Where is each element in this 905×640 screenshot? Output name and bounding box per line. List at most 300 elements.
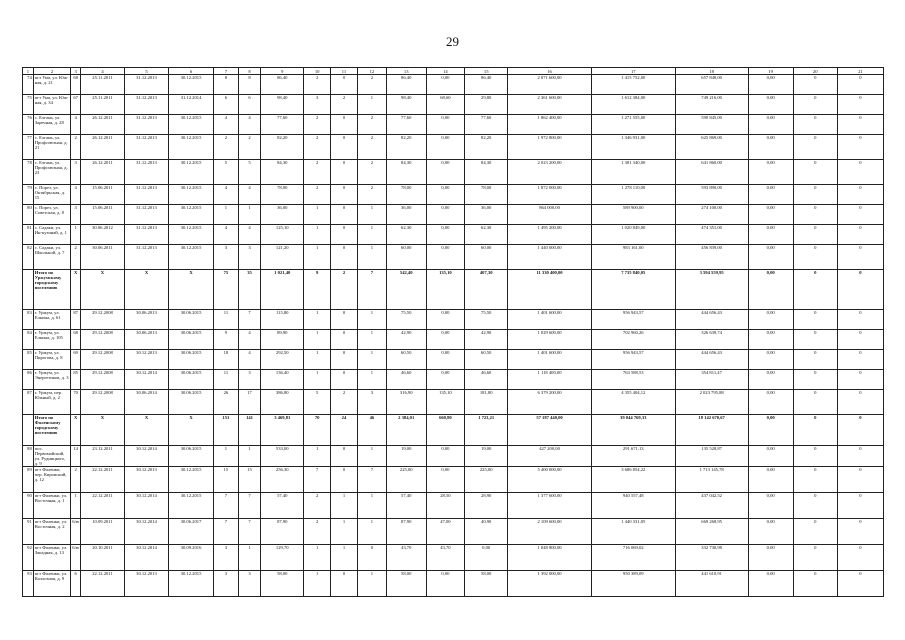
table-cell: 25.11.2011 [80,95,124,115]
table-cell: 2 [331,95,358,115]
table-cell: 2 [357,115,386,135]
table-cell: 0,00 [426,310,465,330]
table-cell: 0 [837,446,883,467]
table-cell: 98,40 [261,95,304,115]
table-cell: 0,00 [748,75,793,95]
table-row [23,330,884,350]
table-cell: 444 656,43 [675,310,748,330]
table-cell: 17 [238,390,261,415]
table-row [23,205,884,225]
table-cell: 3 [71,205,81,225]
table-cell: 593 890,00 [675,185,748,205]
table-cell: 0,00 [748,225,793,245]
header-cell: 3 [71,68,81,75]
table-cell: 225,00 [465,467,508,493]
table-cell: 87,90 [386,519,426,545]
table-cell: 8 [214,75,239,95]
table-cell: 6/ю [71,519,81,545]
table-row [23,185,884,205]
table-cell: 0,00 [748,415,793,446]
table-cell: 864 000,00 [508,205,592,225]
table-cell: 84,30 [465,160,508,185]
address-cell: с. Елгань, ул. Заречная, д. 28 [33,115,71,135]
table-cell: 0 [837,115,883,135]
table-cell: 0,00 [426,571,465,597]
table-cell: 2 361 600,00 [508,95,592,115]
table-cell: 1 972 800,00 [508,135,592,160]
table-row [23,493,884,519]
table-row [23,160,884,185]
table-cell: 31.12.2013 [124,75,168,95]
table-cell: 70 [304,415,331,446]
table-cell: 75,50 [386,310,426,330]
table-cell: 1 862 400,00 [508,115,592,135]
table-cell: 58,00 [465,571,508,597]
table-cell: 88 [23,446,34,467]
header-cell: 14 [426,68,465,75]
table-cell: 43,70 [386,545,426,571]
address-cell: Итого по Фаленскому городскому поселению [33,415,71,446]
table-cell: 30.12.2015 [168,225,213,245]
table-cell: 256,30 [261,467,304,493]
table-cell: 2 071 600,00 [508,75,592,95]
header-cell: 8 [238,68,261,75]
table-cell: 1 [357,95,386,115]
table-cell: X [80,415,124,446]
header-cell: 21 [837,68,883,75]
table-cell: 0,00 [748,571,793,597]
table-cell: 69 [71,350,81,370]
table-cell: 0 [793,446,837,467]
table-cell: 11 [214,370,239,390]
table-cell: 0 [793,571,837,597]
table-cell: 30.12.2015 [168,205,213,225]
table-cell: 0 [331,135,358,160]
table-cell: 0,00 [426,160,465,185]
table-cell: 0,00 [426,205,465,225]
table-cell: 0 [793,135,837,160]
address-cell: с. Порез, ул. Советская, д. 8 [33,205,71,225]
table-cell: 30.06.2015 [168,446,213,467]
table-cell: 30.12.2013 [124,350,168,370]
table-cell: 14 [71,446,81,467]
table-cell: 2 [357,160,386,185]
table-cell: 1 [238,545,261,571]
table-cell: 0 [331,310,358,330]
table-cell: 0 [331,350,358,370]
table-cell: 35 [238,270,261,310]
table-cell: 3 [71,160,81,185]
table-cell: 0,00 [748,330,793,350]
table-cell: 1 021,40 [261,270,304,310]
table-cell: 2 [304,160,331,185]
table-cell: 2 [214,135,239,160]
table-cell: 68 [71,75,81,95]
table-cell: 77 [23,135,34,160]
address-cell: г. Уржум, ул. Елкина, д. 61 [33,310,71,330]
table-cell: 3 [304,95,331,115]
table-cell: 0 [331,205,358,225]
table-cell: 84,30 [386,160,426,185]
table-cell: 0 [793,225,837,245]
table-cell: 78 [23,160,34,185]
table-cell: 77,60 [386,115,426,135]
table-cell: 29.12.2008 [80,350,124,370]
table-cell: 1 [357,493,386,519]
table-cell: 26 [214,390,239,415]
table-cell: 660,80 [426,415,465,446]
table-cell: 74 [23,75,34,95]
table-cell: 1 [357,519,386,545]
table-cell: 15 [238,467,261,493]
table-cell: 3 [238,245,261,270]
table-cell: 5 400 000,00 [508,467,592,493]
table-cell: 98,40 [386,95,426,115]
table-cell: 47,00 [426,519,465,545]
table-cell: 22.12.2011 [80,571,124,597]
table-cell: 0,00 [748,370,793,390]
table-cell: 0 [331,467,358,493]
table-cell: 3 469,81 [261,415,304,446]
table-cell: 2 [357,185,386,205]
table-cell: 1 [357,245,386,270]
table-row [23,95,884,115]
table-cell: 136,40 [261,370,304,390]
table-cell: 15 [214,467,239,493]
table-row [23,390,884,415]
table-cell: 0 [837,493,883,519]
table-cell: 0 [837,185,883,205]
table-cell: 2 [71,245,81,270]
table-cell: 1 [357,571,386,597]
table-cell: 135,10 [426,270,465,310]
table-cell: 84 [23,330,34,350]
table-cell: 456 839,00 [675,245,748,270]
table-cell: 26.12.2011 [80,115,124,135]
table-cell: 36,00 [386,205,426,225]
table-cell: 0,00 [426,467,465,493]
page-number: 29 [446,34,459,49]
table-cell: 18 142 670,67 [675,415,748,446]
table-cell: 749 216,00 [675,95,748,115]
table-cell: 983 161,00 [591,245,675,270]
table-cell: 30.06.2013 [124,330,168,350]
table-cell: 0 [837,545,883,571]
table-cell: 0 [837,205,883,225]
table-cell: 1 440 331,05 [591,519,675,545]
table-cell: 7 [238,519,261,545]
table-cell: 30.12.2015 [168,160,213,185]
table-cell: 31.12.2013 [124,185,168,205]
table-cell: 60,50 [386,350,426,370]
table-cell: 0 [837,467,883,493]
table-cell: 91 [23,519,34,545]
table-cell: 0,00 [748,390,793,415]
table-cell: 1 [238,205,261,225]
table-cell: 20.10.2011 [80,545,124,571]
table-cell: 125,10 [261,225,304,245]
table-cell: 1 415 752,00 [591,75,675,95]
table-cell: 2 [331,390,358,415]
table-cell: 40,90 [465,519,508,545]
table-cell: 78,00 [261,185,304,205]
table-cell: 7 [214,493,239,519]
table-cell: 3 [214,545,239,571]
table-cell: 3 [238,370,261,390]
table-cell: 46 [357,415,386,446]
table-cell: 6 379 200,00 [508,390,592,415]
table-cell: 1 [357,225,386,245]
table-cell: 78,00 [465,185,508,205]
table-cell: 1 [304,205,331,225]
table-cell: 30.12.2015 [168,185,213,205]
table-cell: 0 [793,310,837,330]
table-cell: 89,90 [261,330,304,350]
address-cell: пгт Фаленки, ул. Восточная, д. 1 [33,493,71,519]
table-cell: 0,00 [748,493,793,519]
table-cell: 90 [23,493,34,519]
table-cell: 26.12.2011 [80,160,124,185]
table-cell: 0 [837,270,883,310]
table-cell: 0 [837,519,883,545]
header-cell: 16 [508,68,592,75]
table-cell: 1 [304,571,331,597]
table-cell: 30.12.2013 [124,467,168,493]
table-cell: 129,70 [261,545,304,571]
table-cell: 1 495 200,00 [508,225,592,245]
table-cell: 6 [214,95,239,115]
table-cell: 42,90 [465,330,508,350]
header-cell: 10 [304,68,331,75]
table-cell: 30.12.2015 [168,467,213,493]
table-cell: 39 044 769,33 [591,415,675,446]
table-cell: 8 [238,75,261,95]
total-row [23,270,884,310]
table-cell: 0 [357,545,386,571]
table-cell: 86,40 [465,75,508,95]
table-cell: 30.12.2015 [168,571,213,597]
table-cell: 0 [837,390,883,415]
table-cell: 3 [214,571,239,597]
table-cell: 2 [304,135,331,160]
table-cell: 0 [793,330,837,350]
table-cell: 1 048 800,00 [508,545,592,571]
table-cell: 92 [23,545,34,571]
table-cell: 36,00 [465,205,508,225]
table-cell: 26.12.2011 [80,135,124,160]
table-cell: 87 [71,310,81,330]
table-cell: 0,00 [748,95,793,115]
header-cell: 13 [386,68,426,75]
table-cell: 30.06.2017 [168,519,213,545]
table-cell: 0 [793,245,837,270]
header-cell: 18 [675,68,748,75]
table-cell: 115,80 [261,310,304,330]
table-cell: 57,40 [386,493,426,519]
table-cell: 1 020 849,00 [591,225,675,245]
table-cell: 1 [357,370,386,390]
table-cell: 0 [793,160,837,185]
table-cell: 0 [331,115,358,135]
table-cell: 76 [23,115,34,135]
table-row [23,370,884,390]
table-row [23,245,884,270]
table-cell: 28,50 [426,493,465,519]
table-cell: 0 [793,415,837,446]
address-cell: пгт Уни, ул. Юж-ная, д. 34 [33,95,71,115]
table-cell: 2 [357,135,386,160]
table-cell: 1 [304,225,331,245]
table-cell: 93 [23,571,34,597]
header-cell: 6 [168,68,213,75]
table-cell: 1 612 384,00 [591,95,675,115]
table-cell: 30.06.2015 [168,310,213,330]
table-cell: 6/ю [71,545,81,571]
table-cell: 121,20 [261,245,304,270]
table-cell: 0 [331,185,358,205]
table-row [23,571,884,597]
table-cell: 78,00 [386,185,426,205]
table-cell: 533,00 [261,446,304,467]
table-cell: 0,00 [426,350,465,370]
table-cell: 43,70 [426,545,465,571]
table-cell: 0,00 [748,519,793,545]
table-cell: 2 [304,493,331,519]
header-cell: 5 [124,68,168,75]
table-cell: 0 [837,245,883,270]
table-cell: 2 [71,135,81,160]
address-cell: г. Уржум, пер. Южный, д. 2 [33,390,71,415]
table-cell: 70 [71,390,81,415]
table-cell: 7 [304,467,331,493]
table-cell: 31.12.2013 [124,135,168,160]
table-cell: 2 109 600,00 [508,519,592,545]
table-cell: 1 [357,310,386,330]
table-row [23,545,884,571]
table-cell: 7 [357,467,386,493]
table-cell: 30.12.2015 [168,135,213,160]
table-cell: 956 943,57 [591,310,675,330]
table-cell: 1 [357,350,386,370]
table-cell: 22.12.2011 [80,467,124,493]
table-cell: 7 [238,310,261,330]
table-cell: 1 [214,446,239,467]
table-cell: 0 [837,135,883,160]
table-cell: 30.06.2015 [168,350,213,370]
address-cell: пгт Уни, ул. Юж-ная, д. 21 [33,75,71,95]
table-cell: 441 610,91 [675,571,748,597]
address-cell: пгт Фаленки, ул. Восточная, д. 2 [33,519,71,545]
table-cell: 1 [357,330,386,350]
table-cell: 1 [304,350,331,370]
table-cell: 0 [331,446,358,467]
table-cell: 641 860,00 [675,160,748,185]
header-cell: 19 [748,68,793,75]
table-row [23,519,884,545]
table-cell: 11 [214,310,239,330]
table-cell: 84,30 [261,160,304,185]
table-cell: 444 656,43 [675,350,748,370]
table-cell: 89 [23,467,34,493]
table-cell: 0 [793,270,837,310]
table-row [23,350,884,370]
table-cell [23,415,34,446]
table-cell: 57,40 [261,493,304,519]
table-cell: 75 [214,270,239,310]
address-cell: Итого по Уржумскому городскому поселению [33,270,71,310]
table-cell: 29.12.2008 [80,310,124,330]
table-cell: 4 [214,115,239,135]
table-cell: 0 [331,330,358,350]
table-cell: 1 [304,446,331,467]
table-cell: 0 [793,519,837,545]
table-cell: 7 [238,493,261,519]
table-cell [23,270,34,310]
table-cell: 0,00 [426,446,465,467]
table-cell: 0 [837,95,883,115]
table-row [23,310,884,330]
table-cell: 2 384,01 [386,415,426,446]
table-cell: 30.06.2015 [168,330,213,350]
table-cell: 62,30 [386,225,426,245]
table-cell: 0 [837,330,883,350]
table-cell: 0 [837,415,883,446]
table-cell: 86,40 [386,75,426,95]
table-cell: 46,60 [465,370,508,390]
table-cell: 82 [23,245,34,270]
table-cell: 0,00 [748,310,793,330]
table-cell: 30.06.2015 [168,390,213,415]
table-cell: 763 588,53 [591,370,675,390]
table-cell: 1 [304,370,331,390]
table-cell: 36,00 [261,205,304,225]
table-cell: 82,20 [386,135,426,160]
table-cell: 1 401 600,00 [508,350,592,370]
table-cell: 18 [214,350,239,370]
table-cell: 0,00 [748,350,793,370]
table-cell: 0 [793,115,837,135]
table-cell: 354 811,47 [675,370,748,390]
table-cell: 19,00 [465,446,508,467]
table-cell: 7 735 840,05 [591,270,675,310]
address-cell: пгт Фаленки, ул. Колхозная, д. 9 [33,571,71,597]
table-cell: 1 [71,225,81,245]
table-cell: 1 [357,446,386,467]
table-cell: 30.06.2013 [124,310,168,330]
table-cell: 87 [23,390,34,415]
table-cell: 225,00 [386,467,426,493]
table-cell: 1 377 600,00 [508,493,592,519]
table-cell: 590 845,00 [675,115,748,135]
table-row [23,115,884,135]
table-cell: 437 042,52 [675,493,748,519]
table-cell: 30.12.2014 [124,519,168,545]
table-cell: 3 [238,571,261,597]
table-cell: 0 [793,95,837,115]
table-cell: 1 [331,493,358,519]
header-cell: 9 [261,68,304,75]
table-cell: 42,90 [386,330,426,350]
table-cell: 2 [71,467,81,493]
table-cell: 625 869,00 [675,135,748,160]
table-cell: 46,60 [386,370,426,390]
table-cell: 0,00 [748,135,793,160]
table-cell: 0,00 [748,205,793,225]
table-cell: 30.12.2014 [124,446,168,467]
table-cell: 30.12.2014 [124,545,168,571]
header-cell: 2 [33,68,71,75]
table-cell: 9 [214,330,239,350]
